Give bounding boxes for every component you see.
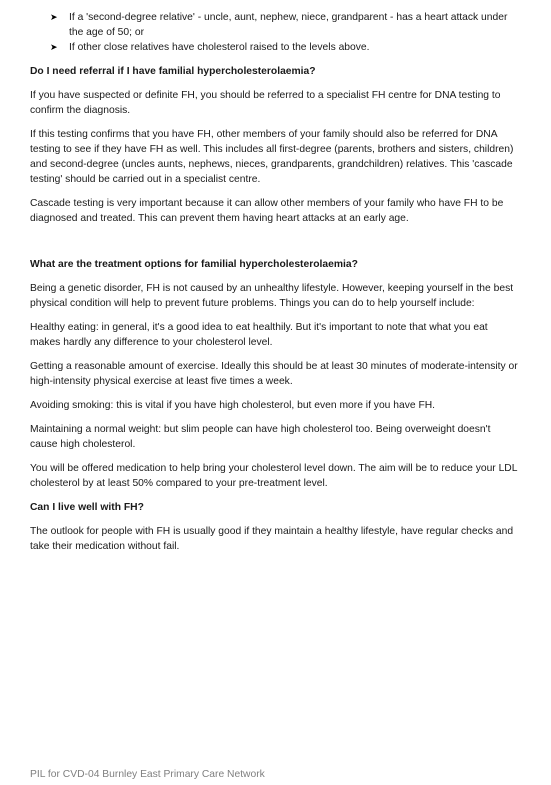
paragraph: Getting a reasonable amount of exercise. Ideally this should be at least 30 minutes of moderate-intensity or high-intensity physical exercise at least five times a week. (30, 361, 518, 387)
paragraph: Avoiding smoking: this is vital if you have high cholesterol, but even more if you have FH. (30, 400, 436, 411)
paragraph: Healthy eating: in general, it's a good idea to eat healthily. But it's important to note that what you eat makes hardly any difference to your cholesterol level. (30, 322, 488, 348)
paragraph: Cascade testing is very important because it can allow other members of your family who have FH to be diagnosed and treated. This can prevent them having heart attacks at an early age. (30, 198, 504, 224)
document-page (30, 10, 520, 554)
paragraph: You will be offered medication to help bring your cholesterol level down. The aim will be to reduce your LDL cholesterol by at least 50% compared to your pre-treatment level. (30, 463, 518, 489)
arrow-bullet-icon: ➤ (50, 42, 58, 52)
paragraph: The outlook for people with FH is usually good if they maintain a healthy lifestyle, have regular checks and take their medication without fail. (30, 526, 514, 552)
paragraph: Maintaining a normal weight: but slim people can have high cholesterol too. Being overweight doesn't cause high cholesterol. (30, 424, 491, 450)
page-footer: PIL for CVD-04 Burnley East Primary Care Network (30, 769, 265, 780)
list-item (30, 40, 520, 55)
arrow-bullet-icon: ➤ (50, 12, 58, 22)
paragraph: If you have suspected or definite FH, you should be referred to a specialist FH centre for DNA testing to confirm the diagnosis. (30, 90, 501, 116)
list-item (30, 10, 520, 40)
section-heading: What are the treatment options for familial hypercholesterolaemia? (30, 259, 358, 270)
paragraph: If this testing confirms that you have FH, other members of your family should also be referred for DNA testing to see if they have FH as well. This includes all first-degree (parents, brothers and sisters, children) and second-degree (uncles aunts, nephews, nieces, grandparents, grandchildren) relatives. This 'cascade testing' should be carried out in a specialist centre. (30, 129, 514, 185)
paragraph: Being a genetic disorder, FH is not caused by an unhealthy lifestyle. However, keeping yourself in the best physical condition will help to prevent future problems. Things you can do to help yourself include: (30, 283, 514, 309)
section-heading: Do I need referral if I have familial hypercholesterolaemia? (30, 66, 316, 77)
bullet-text: If a 'second-degree relative' - uncle, aunt, nephew, niece, grandparent - has a heart attack under the age of 50; or (69, 12, 508, 38)
section-heading: Can I live well with FH? (30, 502, 144, 513)
bullet-text: If other close relatives have cholesterol raised to the levels above. (69, 42, 370, 53)
